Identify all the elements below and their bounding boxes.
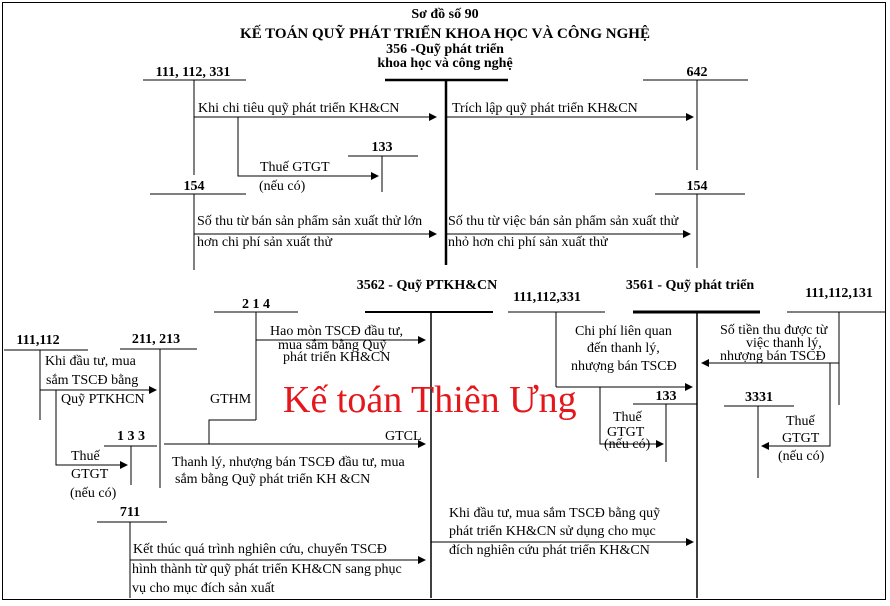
label-so-tien-thu-3: nhượng bán TSCĐ bbox=[720, 349, 826, 364]
t-account-133-left bbox=[104, 429, 157, 485]
diagram-number: Sơ đồ số 90 bbox=[411, 7, 479, 22]
label-khi-dau-tu-nc-3: đích nghiên cứu phát triển KH&CN bbox=[449, 543, 650, 558]
label-thanh-ly-2: sắm bằng Quỹ phát triển KH &CN bbox=[175, 472, 371, 487]
account-711: 711 bbox=[119, 505, 141, 520]
label-so-thu-nho-2: nhỏ hơn chi phí sản xuất thử bbox=[448, 235, 608, 250]
account-111-112-331-mid: 111,112,331 bbox=[513, 290, 581, 305]
t-account-133-top bbox=[348, 140, 418, 192]
label-thue-left-1: Thuế bbox=[71, 449, 100, 464]
label-trich-lap: Trích lập quỹ phát triển KH&CN bbox=[452, 101, 638, 116]
label-thue-mid-1: Thuế bbox=[613, 410, 642, 425]
main-account-label-1: 356 -Quỹ phát triển bbox=[386, 42, 504, 57]
label-so-tien-thu-1: Số tiền thu được từ bbox=[720, 323, 828, 338]
account-3561: 3561 - Quỹ phát triển bbox=[625, 278, 755, 293]
label-hao-mon-2: mua sắm bằng Quỹ bbox=[278, 338, 387, 353]
account-211-213: 211, 213 bbox=[131, 332, 181, 347]
label-ket-thuc-2: hình thành từ quỹ phát triển KH&CN sang phục bbox=[132, 562, 402, 577]
label-thue-gtgt-top-1: Thuế GTGT bbox=[260, 160, 330, 175]
label-thue-right-2: GTGT bbox=[782, 431, 820, 446]
account-133-right: 133 bbox=[655, 389, 677, 404]
label-thue-mid-2: GTGT bbox=[607, 425, 645, 440]
label-dau-tu-1: Khi đầu tư, mua bbox=[45, 354, 136, 369]
label-gtcl: GTCL bbox=[385, 429, 422, 444]
main-account-label-2: khoa học và công nghệ bbox=[377, 56, 513, 71]
line-gthm bbox=[209, 420, 256, 444]
label-so-thu-nho-1: Số thu từ việc bán sản phẩm sản xuất thử bbox=[448, 214, 679, 229]
label-thue-left-2: GTGT bbox=[71, 467, 109, 482]
label-chi-phi-tl-1: Chi phí liên quan bbox=[575, 324, 672, 339]
account-154-right: 154 bbox=[686, 179, 708, 194]
label-thue-mid-3: (nếu có) bbox=[604, 437, 651, 452]
account-133-top: 133 bbox=[371, 140, 393, 155]
label-ket-thuc-3: vụ cho mục đích sản xuất bbox=[132, 581, 275, 596]
label-thue-left-3: (nếu có) bbox=[70, 486, 117, 501]
label-chi-tieu: Khi chi tiêu quỹ phát triển KH&CN bbox=[198, 101, 400, 116]
label-dau-tu-2: sắm TSCĐ bằng bbox=[46, 373, 139, 388]
account-133-left: 1 3 3 bbox=[117, 429, 145, 444]
account-642: 642 bbox=[686, 65, 708, 80]
label-so-tien-thu-2: việc thanh lý, bbox=[746, 336, 822, 351]
account-111-112-331: 111, 112, 331 bbox=[155, 65, 231, 80]
label-khi-dau-tu-nc-1: Khi đầu tư, mua sắm TSCĐ bằng quỹ bbox=[449, 506, 661, 521]
label-so-thu-lon-1: Số thu từ bán sản phẩm sản xuất thử lớn bbox=[197, 214, 423, 229]
account-3562: 3562 - Quỹ PTKH&CN bbox=[356, 278, 498, 293]
account-111-112-131: 111,112,131 bbox=[805, 286, 873, 301]
account-111-112: 111,112 bbox=[16, 333, 60, 348]
label-thue-right-3: (nếu có) bbox=[778, 449, 825, 464]
label-gthm: GTHM bbox=[210, 392, 252, 407]
label-hao-mon-3: phát triển KH&CN bbox=[283, 350, 391, 365]
label-chi-phi-tl-3: nhượng bán TSCĐ bbox=[571, 359, 677, 374]
account-154-left: 154 bbox=[183, 179, 205, 194]
label-chi-phi-tl-2: đến thanh lý, bbox=[587, 341, 660, 356]
label-dau-tu-3: Quỹ PTKHCN bbox=[61, 392, 145, 407]
label-khi-dau-tu-nc-2: phát triển KH&CN sử dụng cho mục bbox=[449, 524, 656, 539]
label-thue-gtgt-top-2: (nếu có) bbox=[259, 179, 306, 194]
t-account-111-112-331 bbox=[143, 65, 246, 175]
label-so-thu-lon-2: hơn chi phí sản xuất thử bbox=[197, 235, 333, 250]
label-thue-right-1: Thuế bbox=[786, 414, 815, 429]
label-ket-thuc-1: Kết thúc quá trình nghiên cứu, chuyển TSCĐ bbox=[133, 542, 387, 557]
diagram-title: KẾ TOÁN QUỸ PHÁT TRIỂN KHOA HỌC VÀ CÔNG NGHỆ bbox=[240, 26, 650, 42]
label-thanh-ly-1: Thanh lý, nhượng bán TSCĐ đầu tư, mua bbox=[172, 455, 405, 470]
account-3331: 3331 bbox=[745, 390, 773, 405]
watermark: Kế toán Thiên Ưng bbox=[283, 379, 577, 421]
label-hao-mon-1: Hao mòn TSCĐ đầu tư, bbox=[270, 324, 403, 339]
account-214: 2 1 4 bbox=[242, 297, 270, 312]
